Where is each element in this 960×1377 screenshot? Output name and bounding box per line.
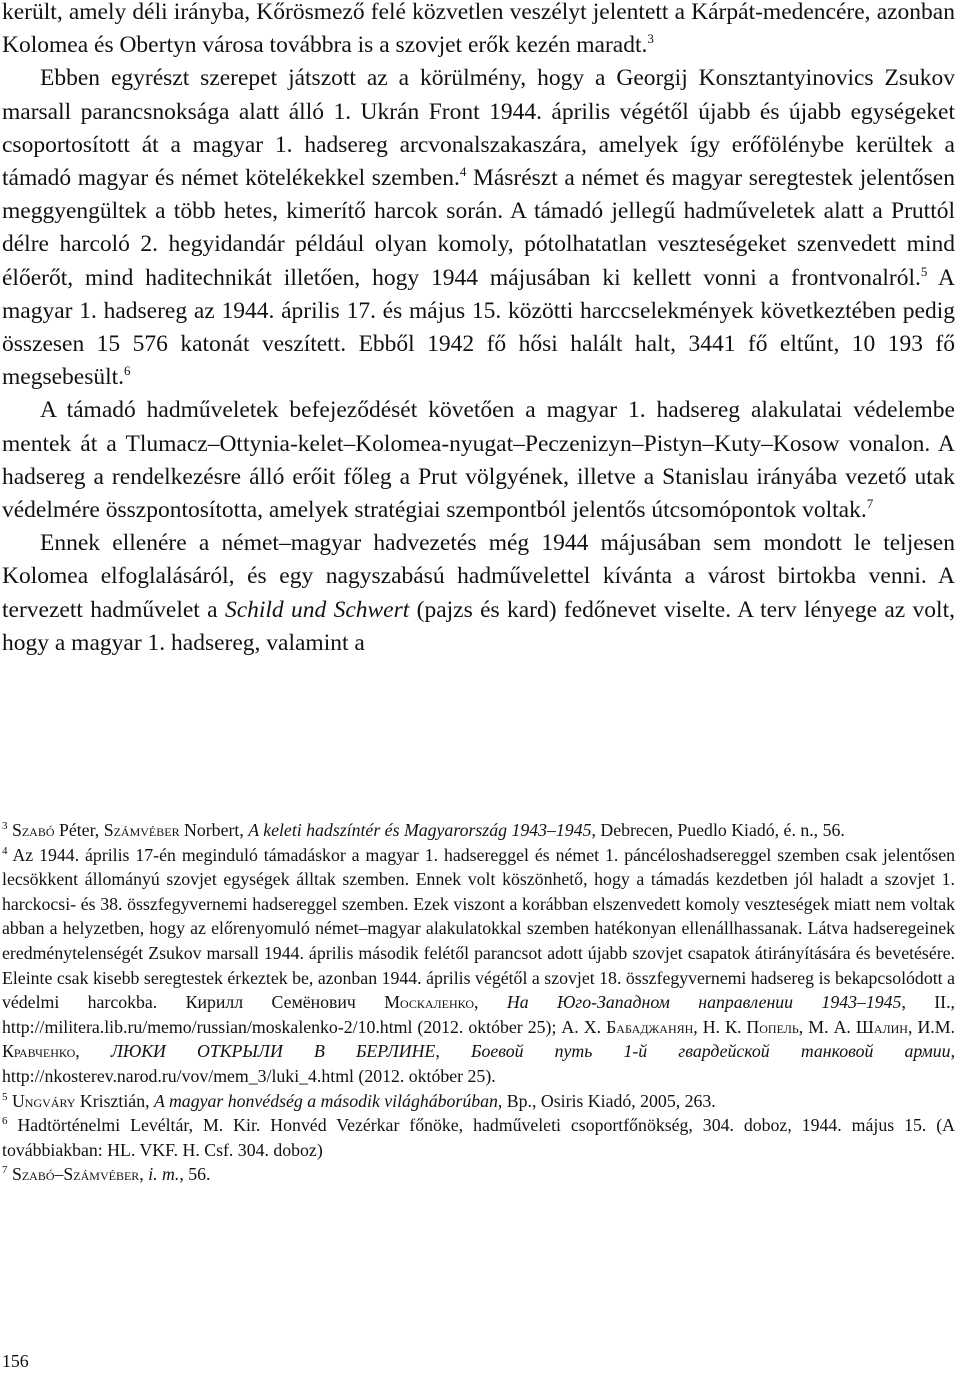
author-surname: Szabó–Számvéber bbox=[11, 1164, 140, 1185]
paragraph-2-text-b: Másrészt a német és magyar seregtestek jelentősen meggyengültek a több hetes, kimerítő harcok során. A támadó jellegű hadműveletek alatt a Pruttól délre harcoló 2. hegyidandár például olyan komoly, pótolhatatlan veszteségeket szenvedett mind élőerőt, mind haditechnikát illetően, hogy 1944 májusában ki kellett vonni a frontvonalról. bbox=[2, 165, 955, 291]
footnote-text: , М. А. bbox=[798, 1016, 856, 1037]
paragraph-4-text-a: Ennek ellenére a német–magyar hadvezetés még 1944 májusában sem mondott le teljesen Kolomea elfoglalásáról, és egy nagyszabású hadművelettel kívánta a várost birtokba venni. A tervezett hadművelet a bbox=[2, 530, 955, 623]
author-surname: Москаленко bbox=[384, 992, 475, 1013]
author-surname: Számvéber bbox=[103, 820, 180, 840]
author-surname: Попель bbox=[746, 1016, 799, 1037]
footnote-3 bbox=[2, 818, 955, 843]
footnote-ref-5[interactable]: 5 bbox=[920, 263, 928, 279]
author-given: Krisztián, bbox=[75, 1090, 154, 1111]
citation-details: , Debrecen, Puedlo Kiadó, é. n., 56. bbox=[591, 820, 845, 840]
paragraph-4-text-b: (pajzs és kard) fedőnevet viselte. A terv lényege az volt, hogy a magyar 1. hadsereg, valamint a bbox=[2, 596, 955, 656]
paragraph-2-text-a: Ebben egyrészt szerepet játszott az a körülmény, hogy a Georgij Konsztantyinovics Zsukov marsall parancsnoksága alatt álló 1. Ukrán Front 1944. április végétől újabb és újabb egységeket csoportosított át a magyar 1. hadsereg arcvonalszakaszára, amelyek így erőfölénybe kerültek a támadó magyar és német kötelékekkel szemben. bbox=[2, 65, 955, 192]
footnote-text: , bbox=[435, 1041, 471, 1062]
footnote-text: , bbox=[474, 992, 507, 1013]
footnote-text: Az 1944. április 17-én meginduló támadáskor a magyar 1. hadsereggel és német 1. páncéloshadsereggel szemben csak jelentősen lecsökkent állományú szovjet egységek álltak szemben. Ennek volt köszönhető, hogy a támadás kezdetben jól haladt a szovjet 1. harckocsi- és 38. összfegyvernemi hadsereggel szemben. Ezek viszont a korábban elszenvedett komoly veszteségek miatt nem voltak abban a helyzetben, hogy az előrenyomuló német–magyar alakulatokkal szemben hatékonyan ellenállhassanak. Látva hadseregeinek eredménytelenségét Zsukov marsall 1944. április második felétől parancsot adott újabb szovjet csapatok átirányítására és bevetésére. Eleinte csak kisebb seregtestek érkeztek be, azonban 1944. április végétől a szovjet 18. összfegyvernemi hadsereg is bekapcsolódott a védelmi harcokba. Кирилл Семёнович bbox=[2, 844, 955, 1013]
footnote-7 bbox=[2, 1162, 955, 1187]
main-text bbox=[2, 0, 955, 660]
footnote-5 bbox=[2, 1089, 955, 1114]
paragraph-3-text: A támadó hadműveletek befejeződését követően a magyar 1. hadsereg alakulatai védelembe mentek át a Tlumacz–Ottynia-kelet–Kolomea-nyugat–Peczenizyn–Pistyn–Kuty–Kosow vonalon. A hadsereg a rendelkezésre álló erőit főleg a Prut völgyének, illetve a Stanislau irányába vezető utak védelmére összpontosította, amelyek stratégiai szempontból jelentős útcsomópontok voltak. bbox=[2, 397, 955, 524]
footnote-number: 5 bbox=[2, 1090, 8, 1103]
author-surname: Бабаджанян bbox=[606, 1016, 694, 1037]
page-number: 156 bbox=[2, 1351, 29, 1371]
paragraph-1 bbox=[2, 0, 955, 62]
footnote-4 bbox=[2, 843, 955, 1089]
book-title: A keleti hadszíntér és Magyarország 1943–1945 bbox=[248, 820, 592, 840]
footnote-ref-4[interactable]: 4 bbox=[459, 164, 467, 180]
book-title: ЛЮКИ ОТКРЫЛИ В БЕРЛИНЕ bbox=[110, 1041, 436, 1062]
paragraph-2-text-c: A magyar 1. hadsereg az 1944. április 17. és május 15. közötti harccselekmények következtében pedig összesen 15 576 katonát veszített. Ebből 1942 fő hősi halált halt, 3441 fő eltűnt, 10 193 fő megsebesült. bbox=[2, 264, 955, 391]
footnote-number: 6 bbox=[2, 1115, 8, 1128]
footnote-number: 3 bbox=[2, 820, 8, 832]
footnote-ref-3[interactable]: 3 bbox=[647, 31, 654, 47]
paragraph-1-text: került, amely déli irányba, Kőrösmező felé közvetlen veszélyt jelentett a Kárpát-medencére, azonban Kolomea és Obertyn városa továbbra is a szovjet erők kezén maradt. bbox=[2, 0, 955, 59]
footnote-text: Hadtörténelmi Levéltár, M. Kir. Honvéd Vezérkar főnöke, hadműveleti csoportfőnökség, 304. doboz, 1944. május 15. (A továbbiakban: HL. VKF. H. Csf. 304. doboz) bbox=[2, 1115, 955, 1160]
author-surname: Ungváry bbox=[11, 1090, 76, 1111]
footnotes bbox=[2, 818, 955, 1187]
author-surname: Шалин bbox=[855, 1016, 908, 1037]
footnote-text: , bbox=[75, 1041, 111, 1062]
footnote-text: , 56. bbox=[179, 1164, 211, 1185]
book-subtitle: Боевой путь 1-й гвардейской танковой армии bbox=[470, 1041, 951, 1062]
footnote-text: , http://nkosterev.narod.ru/vov/mem_3/luki_4.html (2012. október 25). bbox=[2, 1041, 956, 1086]
footnote-number: 4 bbox=[2, 844, 8, 857]
footnote-text: , Н. К. bbox=[693, 1016, 747, 1037]
paragraph-4 bbox=[2, 527, 955, 660]
author-given: Norbert, bbox=[179, 820, 249, 840]
footnote-6 bbox=[2, 1113, 955, 1162]
author-surname: Szabó bbox=[11, 820, 55, 840]
footnote-text: , II., http://militera.lib.ru/memo/russian/moskalenko-2/10.html (2012. október 25); А. Х. bbox=[2, 992, 955, 1037]
paragraph-2 bbox=[2, 62, 955, 394]
citation-details: , Bp., Osiris Kiadó, 2005, 263. bbox=[497, 1090, 716, 1111]
footnote-ref-6[interactable]: 6 bbox=[124, 363, 131, 379]
author-given: Péter, bbox=[54, 820, 104, 840]
ibid-abbreviation: i. m. bbox=[148, 1164, 180, 1185]
paragraph-3 bbox=[2, 394, 955, 527]
footnote-text: , bbox=[139, 1164, 149, 1185]
book-title: На Юго-Западном направлении 1943–1945 bbox=[506, 992, 902, 1013]
operation-name: Schild und Schwert bbox=[224, 596, 410, 623]
footnote-ref-7[interactable]: 7 bbox=[866, 496, 874, 512]
footnote-text: , И.М. bbox=[907, 1016, 955, 1037]
book-title: A magyar honvédség a második világháborúban bbox=[153, 1090, 498, 1111]
author-surname: Кравченко bbox=[2, 1041, 76, 1062]
footnote-number: 7 bbox=[2, 1164, 8, 1177]
